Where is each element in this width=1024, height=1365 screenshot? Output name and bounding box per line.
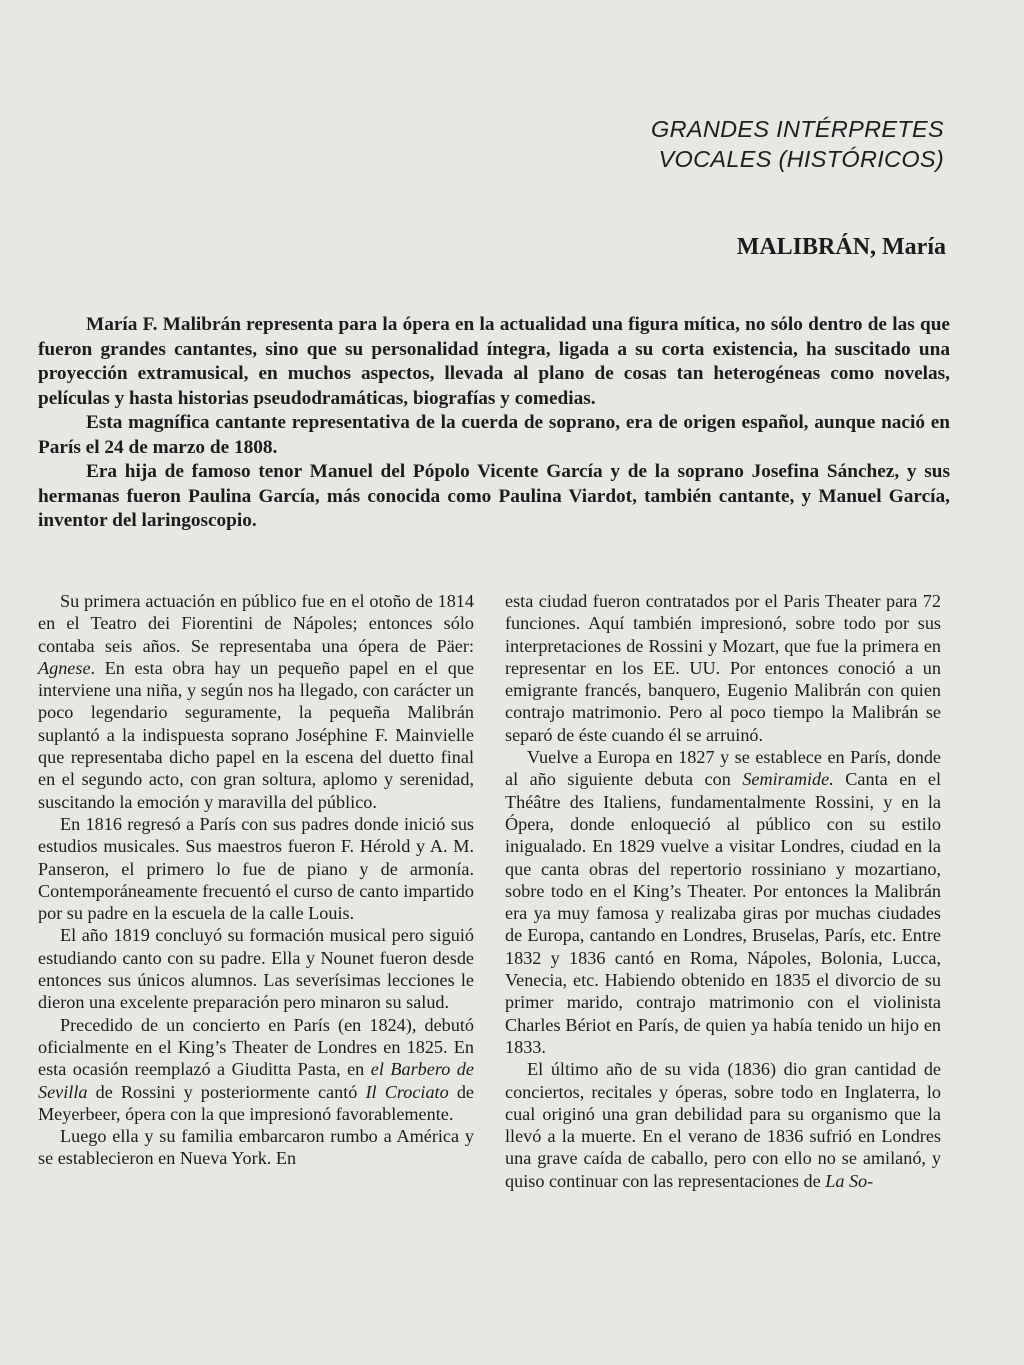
opera-title: Agnese <box>38 657 91 678</box>
text-run: . En esta obra hay un pequeño papel en el que interviene una niña, y según nos ha llegado, con carácter un poco legendario seguramente, la pequeña Malibrán suplantó a la indispuesta soprano Joséphine F. Mainvielle que representaba dicho papel en la escena del duetto final en el segundo acto, con gran soltura, aplomo y serenidad, suscitando la emoción y maravilla del público. <box>38 657 474 812</box>
body-paragraph <box>505 1058 941 1192</box>
body-paragraph <box>38 1014 474 1125</box>
body-paragraph: El año 1819 concluyó su formación musical pero siguió estudiando canto con su padre. Ella y Nounet fueron desde entonces sus únicos alumnos. Las severísimas lecciones le dieron una excelente preparación pero minaron su salud. <box>38 925 474 1013</box>
body-paragraph: Luego ella y su familia embarcaron rumbo a América y se establecieron en Nueva York. En <box>38 1126 474 1169</box>
series-title <box>651 114 944 174</box>
text-run: Precedido de un concierto en París (en 1824), debutó oficialmente en el King’s Theater de Londres en 1825. En esta ocasión reemplazó a Giuditta Pasta, en <box>38 1014 474 1080</box>
body-paragraph-continued: esta ciudad fueron contratados por el Paris Theater para 72 funciones. Aquí también impresionó, sobre todo por sus interpretaciones de Rossini y Mozart, que fue la primera en representar en los EE. UU. Por entonces conoció a un emigrante francés, banquero, Eugenio Malibrán con quien contrajo matrimonio. Pero al poco tiempo la Malibrán se separó de éste cuando él se arruinó. <box>505 591 941 745</box>
left-column <box>38 590 474 1170</box>
intro-paragraph-1: María F. Malibrán representa para la ópera en la actualidad una figura mítica, no sólo dentro de las que fueron grandes cantantes, sino que su personalidad íntegra, ligada a su corta existencia, ha suscitado una proyección extramusical, en muchos aspectos, llevada al plano de cosas tan heterogéneas como novelas, películas y hasta historias pseudodramáticas, biografías y comedias. <box>38 314 950 409</box>
opera-title: Semiramide. <box>742 769 834 790</box>
text-run: Su primera actuación en público fue en el otoño de 1814 en el Teatro dei Fiorentini de Nápoles; entonces sólo contaba seis años. Se representaba una ópera de Päer: <box>38 591 474 656</box>
intro-paragraph-3: Era hija de famoso tenor Manuel del Pópolo Vicente García y de la soprano Josefina Sánchez, y sus hermanas fueron Paulina García, más conocida como Paulina Viardot, también cantante, y Manuel García, inventor del laringoscopio. <box>38 461 950 531</box>
series-title-line-2: VOCALES (HISTÓRICOS) <box>658 146 944 172</box>
opera-title: Il Crociato <box>365 1081 449 1102</box>
intro-paragraph-2: Esta magnífica cantante representativa de la cuerda de soprano, era de origen español, aunque nació en París el 24 de marzo de 1808. <box>38 412 950 458</box>
series-title-line-1: GRANDES INTÉRPRETES <box>651 116 944 142</box>
right-column <box>505 590 941 1192</box>
entry-title: MALIBRÁN, María <box>736 234 946 260</box>
text-run: de Rossini y posteriormente cantó <box>87 1081 366 1102</box>
body-paragraph <box>505 746 941 1058</box>
opera-title: La So- <box>825 1170 874 1191</box>
text-run: de Meyerbeer, ópera con la que impresionó favorablemente. <box>38 1081 474 1124</box>
body-paragraph: En 1816 regresó a París con sus padres donde inició sus estudios musicales. Sus maestros fueron F. Hérold y A. M. Panseron, el primero lo fue de piano y de armonía. Contemporáneamente frecuentó el curso de canto impartido por su padre en la escuela de la calle Louis. <box>38 813 474 924</box>
body-paragraph <box>38 590 474 813</box>
text-run: Canta en el Théâtre des Italiens, fundamentalmente Rossini, y en la Ópera, donde enloqueció al público con su estilo inigualado. En 1829 vuelve a visitar Londres, ciudad en la que canta obras del repertorio rossiniano y mozartiano, sobre todo en el King’s Theater. Por entonces la Malibrán era ya muy famosa y realizaba giras por muchas ciudades de Europa, cantando en Londres, Bruselas, París, etc. Entre 1832 y 1836 cantó en Roma, Nápoles, Bolonia, Lucca, Venecia, etc. Habiendo obtenido en 1835 el divorcio de su primer marido, contrajo matrimonio con el violinista Charles Bériot en París, de quien ya había tenido un hijo en 1833. <box>505 769 941 1057</box>
text-run: El último año de su vida (1836) dio gran cantidad de conciertos, recitales y óperas, sobre todo en Inglaterra, lo cual originó una gran debilidad para su organismo que la llevó a la muerte. En el verano de 1836 sufrió en Londres una grave caída de caballo, pero con ello no se amilanó, y quiso continuar con las representaciones de <box>505 1059 941 1191</box>
opera-title: el Barbero de Sevilla <box>38 1059 474 1102</box>
intro-text <box>38 313 950 534</box>
text-run: Vuelve a Europa en 1827 y se establece en París, donde al año siguiente debuta con <box>505 747 941 790</box>
